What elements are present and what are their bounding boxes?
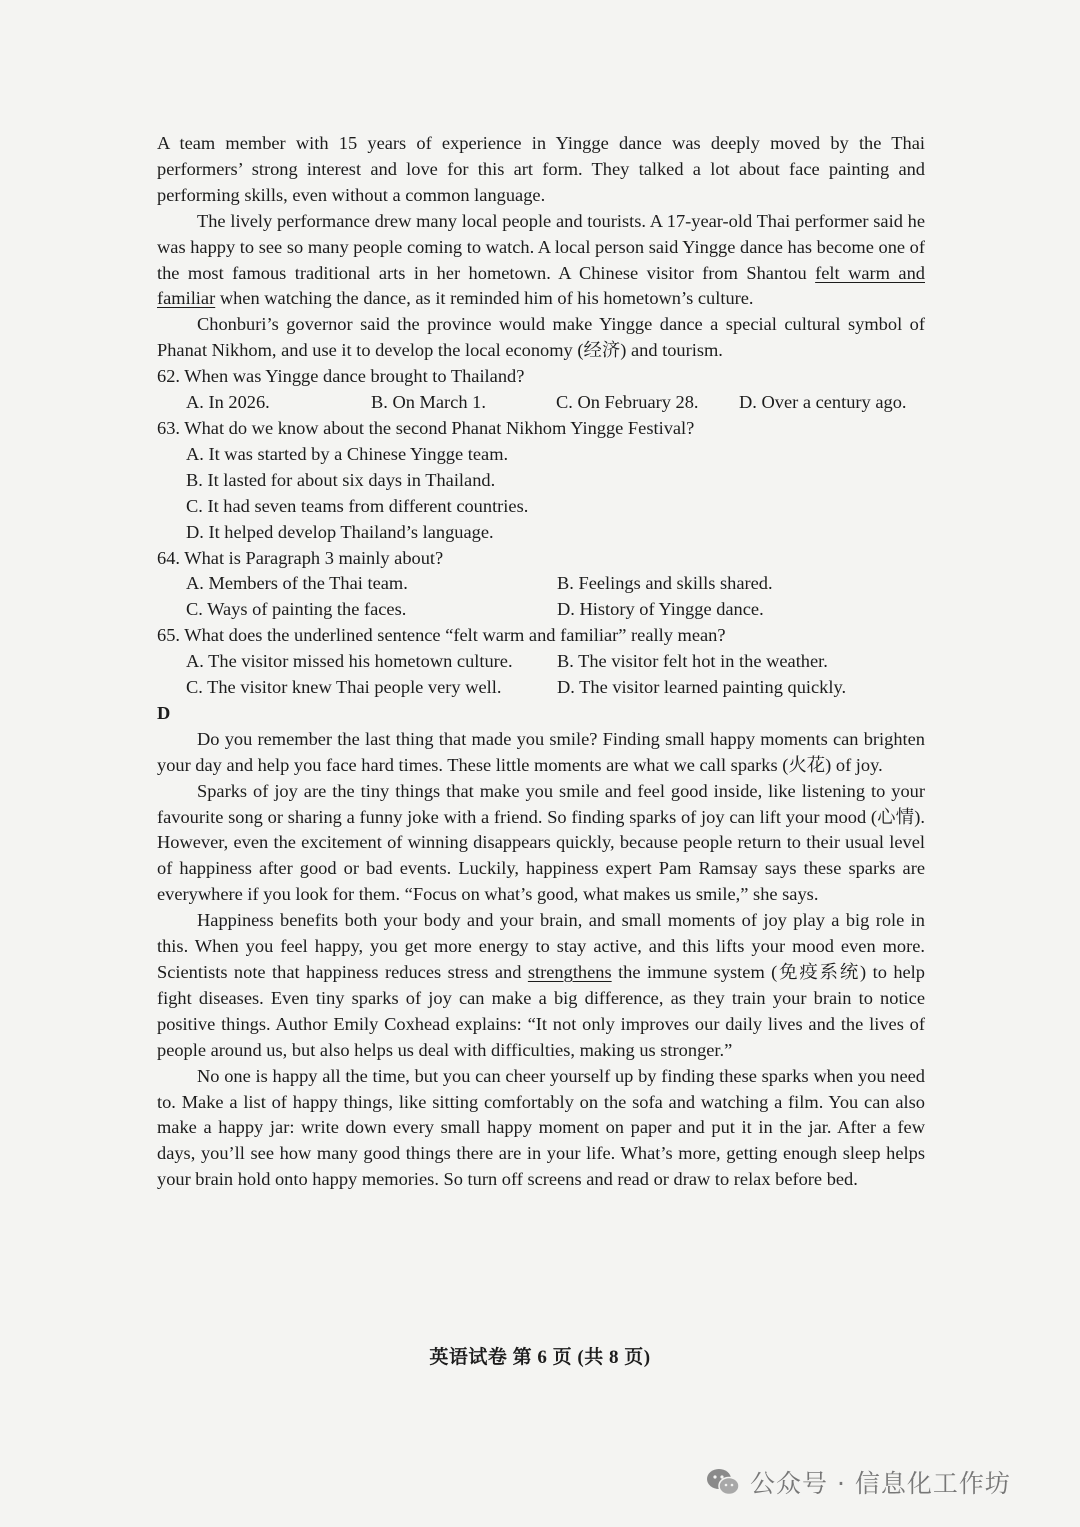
options-list — [157, 442, 925, 546]
p3-text-after: the immune system (免疫系统) to help fight diseases. Even tiny sparks of joy can make a big difference, as they train your brain to notice positive things. Author Emily Coxhead explains: “It not only improves our daily lives and the lives of people around us, but also helps us deal with difficulties, making us stronger.” — [157, 962, 925, 1060]
p4-text-before: The lively performance drew many local people and tourists. A 17-year-old Thai performer said he was happy to see so many people coming to watch. A local person said Yingge dance has become one of the most famous traditional arts in her hometown. A Chinese visitor from Shantou — [157, 210, 925, 283]
page-content — [157, 131, 925, 1193]
options-row — [157, 649, 925, 675]
question-62 — [157, 364, 925, 416]
option-a: A. The visitor missed his hometown culture. — [186, 651, 513, 672]
watermark — [706, 1462, 1011, 1502]
p4-text-after: when watching the dance, as it reminded him of his hometown’s culture. — [215, 288, 754, 309]
option-c: C. Ways of painting the faces. — [186, 599, 407, 620]
underlined-phrase: felt warm and familiar — [157, 262, 925, 309]
option-d: D. Over a century ago. — [739, 392, 907, 413]
option-b: B. On March 1. — [371, 392, 486, 413]
option-d: D. History of Yingge dance. — [557, 599, 764, 620]
passage-c-paragraph-3: A team member with 15 years of experience in Yingge dance was deeply moved by the Thai performers’ strong interest and love for this art form. They talked a lot about face painting and performing skills, even without a common language. — [157, 133, 925, 205]
option-a: A. In 2026. — [186, 392, 270, 413]
passage-d-paragraph-3 — [157, 908, 925, 1063]
option-b: B. It lasted for about six days in Thailand. — [186, 469, 496, 490]
question-stem: 62. When was Yingge dance brought to Thailand? — [157, 366, 525, 387]
question-stem: 63. What do we know about the second Phanat Nikhom Yingge Festival? — [157, 417, 695, 438]
passage-d-paragraph-4: No one is happy all the time, but you can cheer yourself up by finding these sparks when you need to. Make a list of happy things, like sitting comfortably on the sofa and watching a film. You can also make a happy jar: write down every small happy moment on paper and put it in the jar. After a few days, you’ll see how many good things there are in your life. What’s more, getting enough sleep helps your brain hold onto happy memories. So turn off screens and read or draw to relax before bed. — [157, 1065, 925, 1190]
passage-d-paragraph-2: Sparks of joy are the tiny things that make you smile and feel good inside, like listening to your favourite song or sharing a funny joke with a friend. So finding sparks of joy can lift your mood (心情). However, even the excitement of winning disappears quickly, because people return to their usual level of happiness after good or bad events. Luckily, happiness expert Pam Ramsay says these sparks are everywhere if you look for them. “Focus on what’s good, what makes us smile,” she says. — [157, 780, 925, 905]
option-c: C. The visitor knew Thai people very well. — [186, 677, 502, 698]
option-b: B. Feelings and skills shared. — [557, 573, 773, 594]
passage-d-paragraph-1: Do you remember the last thing that made you smile? Finding small happy moments can brighten your day and help you face hard times. These little moments are what we call sparks (火花) of joy. — [157, 728, 925, 775]
question-63 — [157, 416, 925, 546]
underlined-word: strengthens — [527, 962, 612, 982]
options-row — [157, 390, 925, 416]
question-64 — [157, 546, 925, 624]
option-a: A. Members of the Thai team. — [186, 573, 408, 594]
option-a: A. It was started by a Chinese Yingge team. — [186, 443, 509, 464]
passage-c-paragraph-4 — [157, 209, 925, 313]
options-row — [157, 597, 925, 623]
option-d: D. The visitor learned painting quickly. — [557, 677, 847, 698]
options-row — [157, 675, 925, 701]
watermark-text: 公众号 · 信息化工作坊 — [750, 1469, 1011, 1498]
question-65 — [157, 623, 925, 701]
passage-c-paragraph-5: Chonburi’s governor said the province would make Yingge dance a special cultural symbol of Phanat Nikhom, and use it to develop the local economy (经济) and tourism. — [157, 314, 925, 361]
option-c: C. It had seven teams from different countries. — [186, 495, 529, 516]
question-stem: 65. What does the underlined sentence “felt warm and familiar” really mean? — [157, 625, 726, 646]
option-b: B. The visitor felt hot in the weather. — [557, 651, 828, 672]
wechat-icon — [706, 1467, 740, 1497]
section-d-title: D — [157, 702, 171, 723]
option-d: D. It helped develop Thailand’s language. — [186, 521, 494, 542]
option-c: C. On February 28. — [556, 392, 699, 413]
question-stem: 64. What is Paragraph 3 mainly about? — [157, 547, 444, 568]
p3-text-before: Happiness benefits both your body and your brain, and small moments of joy play a big role in this. When you feel happy, you get more energy to stay active, and this lifts your mood even more. Scientists note that happiness reduces stress and — [157, 910, 925, 982]
page-footer: 英语试卷 第 6 页 (共 8 页) — [429, 1347, 651, 1368]
options-row — [157, 571, 925, 597]
